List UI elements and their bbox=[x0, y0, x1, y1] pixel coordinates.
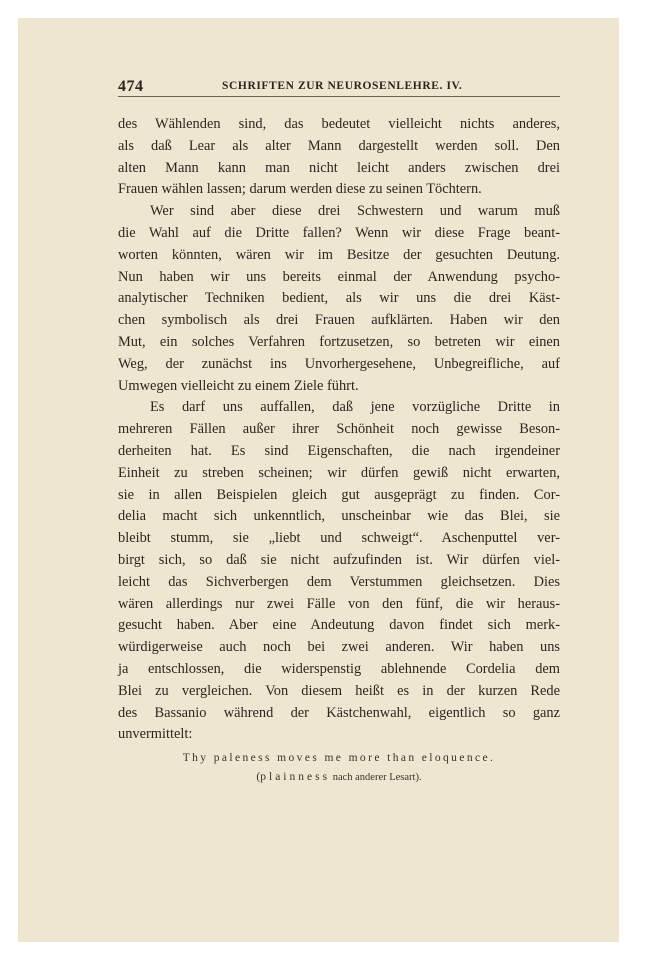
text-line: Umwegen vielleicht zu einem Ziele führt. bbox=[118, 377, 359, 394]
text-line: würdigerweise auch noch bei zwei anderen. Wir haben uns bbox=[118, 639, 560, 656]
text-line: Wer sind aber diese drei Schwestern und warum muß bbox=[150, 203, 560, 220]
note-rest: nach anderer Lesart). bbox=[330, 772, 422, 783]
text-line: chen symbolisch als drei Frauen aufklärten. Haben wir den bbox=[118, 312, 560, 329]
body-text bbox=[118, 114, 560, 746]
text-line: Einheit zu streben scheinen; wir dürfen gewiß nicht erwarten, bbox=[118, 464, 560, 481]
text-line: birgt sich, so daß sie nicht aufzufinden ist. Wir dürfen viel- bbox=[118, 551, 560, 568]
quotation: Thy paleness moves me more than eloquence. bbox=[182, 752, 496, 764]
text-line: Blei zu vergleichen. Von diesem heißt es in der kurzen Rede bbox=[118, 682, 560, 699]
text-line: Weg, der zunächst ins Unvorhergesehene, Unbegreifliche, auf bbox=[118, 355, 560, 372]
page-number: 474 bbox=[118, 78, 144, 95]
text-line: derheiten hat. Es sind Eigenschaften, die nach irgendeiner bbox=[118, 442, 560, 459]
text-line: wären allerdings nur zwei Fälle von den fünf, die wir heraus- bbox=[118, 595, 560, 612]
text-line: Es darf uns auffallen, daß jene vorzügliche Dritte in bbox=[150, 399, 560, 416]
text-line: des Wählenden sind, das bedeutet vielleicht nichts anderes, bbox=[118, 116, 560, 132]
text-line: Nun haben wir uns bereits einmal der Anwendung psycho- bbox=[118, 268, 560, 285]
text-line: als daß Lear als alter Mann dargestellt werden soll. Den bbox=[118, 137, 560, 154]
text-line: unvermittelt: bbox=[118, 726, 193, 743]
quotation-note bbox=[118, 771, 560, 783]
text-line: mehreren Fällen außer ihrer Schönheit noch gewisse Beson- bbox=[118, 421, 560, 438]
text-line: ja entschlossen, die widerspenstig ablehnende Cordelia dem bbox=[118, 660, 560, 677]
text-line: alten Mann kann man nicht leicht anders zwischen drei bbox=[118, 159, 560, 176]
text-line: Frauen wählen lassen; darum werden diese zu seinen Töchtern. bbox=[118, 181, 482, 198]
text-line: delia macht sich unkenntlich, unscheinbar wie das Blei, sie bbox=[118, 508, 560, 525]
text-line: sie in allen Beispielen gleich gut ausgeprägt zu finden. Cor- bbox=[118, 486, 560, 503]
text-line: bleibt stumm, sie „liebt und schweigt“. Aschenputtel ver- bbox=[118, 530, 560, 547]
text-line: die Wahl auf die Dritte fallen? Wenn wir diese Frage beant- bbox=[118, 224, 560, 241]
note-word: plainness bbox=[260, 771, 331, 783]
text-line: Mut, ein solches Verfahren fortzusetzen, so betreten wir einen bbox=[118, 333, 560, 350]
text-line: des Bassanio während der Kästchenwahl, eigentlich so ganz bbox=[118, 704, 560, 721]
text-line: worten könnten, wären wir im Besitze der gesuchten Deutung. bbox=[118, 246, 560, 263]
page-header bbox=[118, 74, 560, 97]
note-open: ( bbox=[256, 771, 261, 783]
running-head: SCHRIFTEN ZUR NEUROSENLEHRE. IV. bbox=[222, 80, 463, 92]
text-line: gesucht haben. Aber eine Andeutung davon findet sich merk- bbox=[118, 617, 560, 634]
text-line: leicht das Sichverbergen dem Verstummen gleichsetzen. Dies bbox=[118, 573, 560, 590]
text-line: analytischer Techniken bedient, als wir uns die drei Käst- bbox=[118, 290, 560, 307]
